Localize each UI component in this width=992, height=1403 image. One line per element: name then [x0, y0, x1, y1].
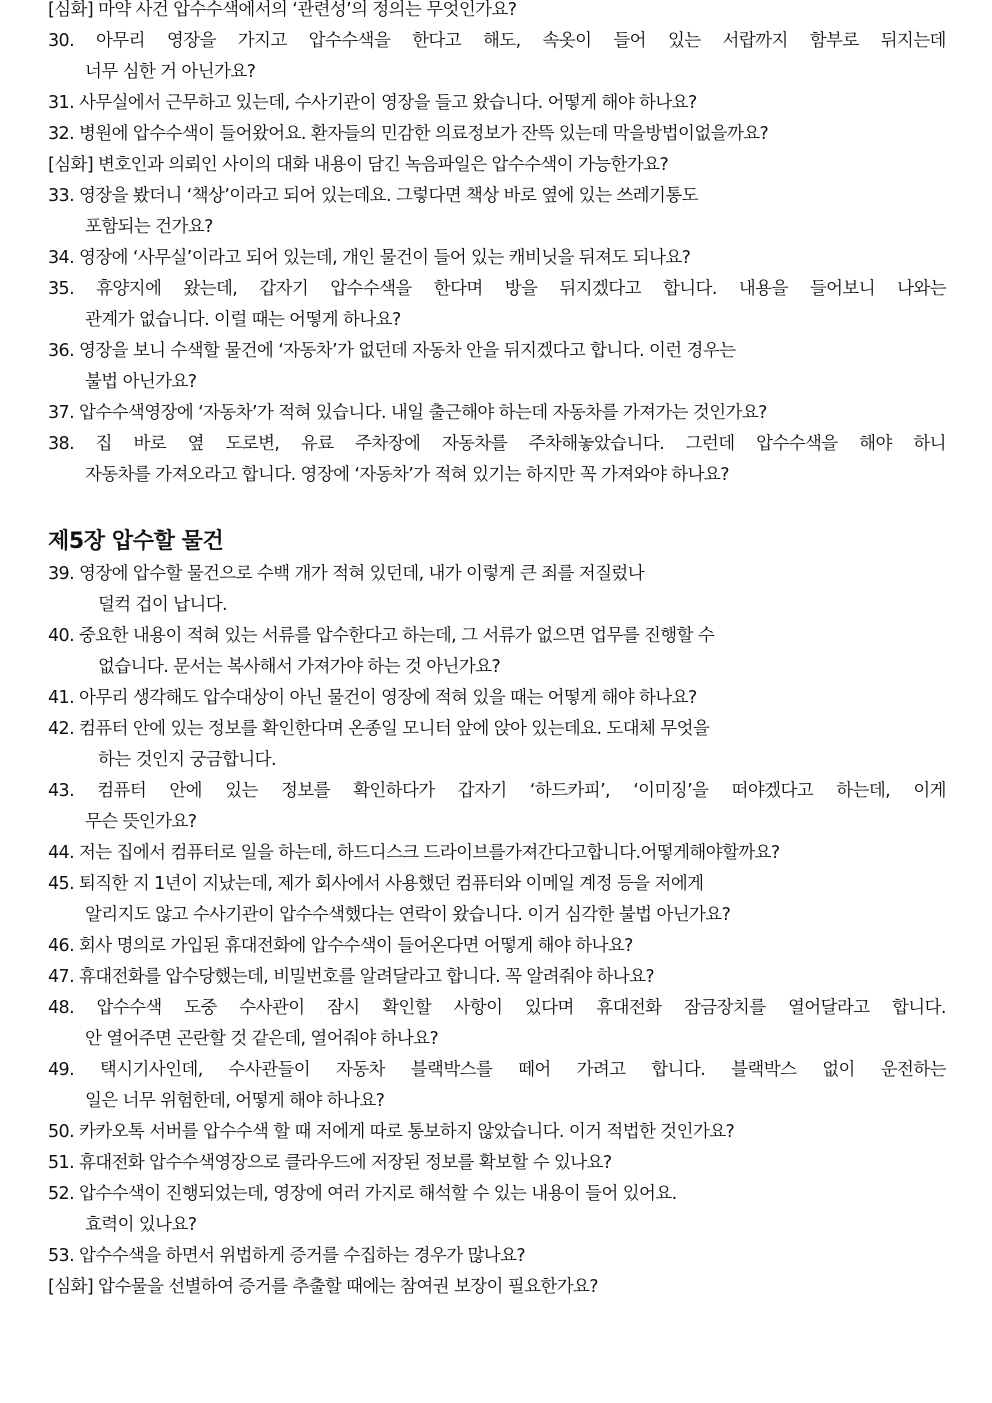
word: 자동차를 — [441, 434, 508, 454]
word: 떠야겠다고 — [731, 781, 814, 801]
word: 들어보니 — [809, 279, 876, 299]
word: 사항이 — [453, 998, 503, 1018]
q30-cont: 너무 심한 거 아닌가요? — [85, 62, 256, 82]
q35 — [48, 274, 946, 305]
word: 함부로 — [809, 31, 859, 51]
word: 정보를 — [280, 781, 330, 801]
q51: 51. 휴대전화 압수수색영장으로 클라우드에 저장된 정보를 확보할 수 있나요? — [48, 1153, 612, 1173]
q52-cont: 효력이 있나요? — [85, 1215, 197, 1235]
word: 있다며 — [524, 998, 574, 1018]
q30 — [48, 26, 946, 57]
q40-cont: 없습니다. 문서는 복사해서 가져가야 하는 것 아닌가요? — [98, 657, 501, 677]
chapter-title: 제5장 압수할 물건 — [48, 529, 224, 554]
word: 도중 — [184, 998, 217, 1018]
q38 — [48, 429, 946, 460]
word: 하니 — [913, 434, 946, 454]
word: 한다며 — [433, 279, 483, 299]
word: 합니다. — [891, 998, 946, 1018]
word: 그런데 — [685, 434, 735, 454]
word: 컴퓨터 — [97, 781, 147, 801]
word: 집 — [95, 434, 112, 454]
q46: 46. 회사 명의로 가입된 휴대전화에 압수수색이 들어온다면 어떻게 해야 하나요? — [48, 936, 633, 956]
word: 왔는데, — [183, 279, 238, 299]
word: 주차장에 — [355, 434, 421, 454]
q52: 52. 압수수색이 진행되었는데, 영장에 여러 가지로 해석할 수 있는 내용이 들어 있어요. — [48, 1184, 677, 1204]
word: 해야 — [859, 434, 892, 454]
q38-cont: 자동차를 가져오라고 합니다. 영장에 ‘자동차’가 적혀 있기는 하지만 꼭 가져와야 하나요? — [85, 465, 729, 485]
q47: 47. 휴대전화를 압수당했는데, 비밀번호를 알려달라고 합니다. 꼭 알려줘야 하나요? — [48, 967, 655, 987]
word: 확인하다가 — [353, 781, 435, 801]
word: 바로 — [133, 434, 167, 454]
word: 압수수색을 — [330, 279, 412, 299]
word: 갑자기 — [457, 781, 507, 801]
word: 가지고 — [237, 31, 287, 51]
word: 내용을 — [738, 279, 788, 299]
q45-cont: 알리지도 않고 수사기관이 압수수색했다는 연락이 왔습니다. 이거 심각한 불법 아닌가요? — [85, 905, 731, 925]
word: 압수수색을 — [756, 434, 838, 454]
q31: 31. 사무실에서 근무하고 있는데, 수사기관이 영장을 들고 왔습니다. 어떻게 해야 하나요? — [48, 93, 697, 113]
word: 압수수색 — [96, 998, 162, 1018]
word: 속옷이 — [542, 31, 592, 51]
word: 합니다. — [651, 1060, 706, 1080]
word: 있는 — [667, 31, 701, 51]
q35-cont: 관계가 없습니다. 이럴 때는 어떻게 하나요? — [85, 310, 401, 330]
word: 확인할 — [382, 998, 432, 1018]
word: 이게 — [913, 781, 946, 801]
word: 없이 — [822, 1060, 855, 1080]
q44: 44. 저는 집에서 컴퓨터로 일을 하는데, 하드디스크 드라이브를가져간다고합니다.어떻게해야할까요? — [48, 843, 780, 863]
word: 떼어 — [518, 1060, 551, 1080]
q39-cont: 덜컥 겁이 납니다. — [98, 595, 228, 615]
word: 잠시 — [327, 998, 360, 1018]
document-page — [48, 0, 946, 1303]
word: 뒤지는데 — [880, 31, 946, 51]
q39: 39. 영장에 압수할 물건으로 수백 개가 적혀 있던데, 내가 이렇게 큰 죄를 저질렀나 — [48, 564, 644, 584]
word: 잠금장치를 — [683, 998, 766, 1018]
q49 — [48, 1055, 946, 1086]
word: 해도, — [482, 31, 521, 51]
word: 열어달라고 — [787, 998, 870, 1018]
word: 들어 — [613, 31, 646, 51]
q32: 32. 병원에 압수수색이 들어왔어요. 환자들의 민감한 의료정보가 잔뜩 있는데 막을방법이없을까요? — [48, 124, 769, 144]
q43 — [48, 776, 946, 807]
word: 블랙박스 — [731, 1060, 797, 1080]
word: 블랙박스를 — [410, 1060, 493, 1080]
word: 방을 — [504, 279, 538, 299]
word: 주차해놓았습니다. — [528, 434, 665, 454]
word: 38. — [48, 434, 75, 454]
q-advanced-relevance: [심화] 마약 사건 압수수색에서의 ‘관련성’의 정의는 무엇인가요? — [48, 0, 517, 20]
q48 — [48, 993, 946, 1024]
word: 서랍까지 — [722, 31, 788, 51]
word: 하는데, — [836, 781, 891, 801]
word: 영장을 — [166, 31, 216, 51]
word: 자동차 — [335, 1060, 385, 1080]
q42-cont: 하는 것인지 궁금합니다. — [98, 750, 276, 770]
word: 수사관이 — [239, 998, 305, 1018]
word: 아무리 — [95, 31, 145, 51]
section-gap — [48, 491, 946, 522]
q34: 34. 영장에 ‘사무실’이라고 되어 있는데, 개인 물건이 들어 있는 캐비닛을 뒤져도 되나요? — [48, 248, 691, 268]
q53: 53. 압수수색을 하면서 위법하게 증거를 수집하는 경우가 많나요? — [48, 1246, 526, 1266]
word: 압수수색을 — [308, 31, 391, 51]
q45: 45. 퇴직한 지 1년이 지났는데, 제가 회사에서 사용했던 컴퓨터와 이메일 계정 등을 저에게 — [48, 874, 704, 894]
q33-cont: 포함되는 건가요? — [85, 217, 213, 237]
word: 도로변, — [225, 434, 280, 454]
q50: 50. 카카오톡 서버를 압수수색 할 때 저에게 따로 통보하지 않았습니다. 이거 적법한 것인가요? — [48, 1122, 735, 1142]
word: 택시기사인데, — [99, 1060, 203, 1080]
q-advanced-recording: [심화] 변호인과 의뢰인 사이의 대화 내용이 담긴 녹음파일은 압수수색이 가능한가요? — [48, 155, 669, 175]
word: 수사관들이 — [228, 1060, 311, 1080]
word: 나와는 — [897, 279, 946, 299]
q49-cont: 일은 너무 위험한데, 어떻게 해야 하나요? — [85, 1091, 385, 1111]
word: 30. — [48, 31, 75, 51]
q43-cont: 무슨 뜻인가요? — [85, 812, 197, 832]
q33: 33. 영장을 봤더니 ‘책상’이라고 되어 있는데요. 그렇다면 책상 바로 옆에 있는 쓰레기통도 — [48, 186, 698, 206]
q40: 40. 중요한 내용이 적혀 있는 서류를 압수한다고 하는데, 그 서류가 없으면 업무를 진행할 수 — [48, 626, 715, 646]
word: 있는 — [225, 781, 258, 801]
word: 유료 — [300, 434, 334, 454]
q-advanced-participation: [심화] 압수물을 선별하여 증거를 추출할 때에는 참여권 보장이 필요한가요? — [48, 1277, 598, 1297]
word: 갑자기 — [259, 279, 309, 299]
word: 안에 — [169, 781, 202, 801]
word: 옆 — [187, 434, 204, 454]
q48-cont: 안 열어주면 곤란할 것 같은데, 열어줘야 하나요? — [85, 1029, 439, 1049]
q37: 37. 압수수색영장에 ‘자동차’가 적혀 있습니다. 내일 출근해야 하는데 자동차를 가져가는 것인가요? — [48, 403, 767, 423]
word: 49. — [48, 1060, 75, 1080]
q41: 41. 아무리 생각해도 압수대상이 아닌 물건이 영장에 적혀 있을 때는 어떻게 해야 하나요? — [48, 688, 697, 708]
word: 43. — [48, 781, 75, 801]
word: 한다고 — [412, 31, 462, 51]
q36-cont: 불법 아닌가요? — [85, 372, 197, 392]
word: 휴양지에 — [96, 279, 162, 299]
word: 35. — [48, 279, 75, 299]
word: 휴대전화 — [596, 998, 662, 1018]
word: 가려고 — [576, 1060, 626, 1080]
word: 운전하는 — [880, 1060, 946, 1080]
word: 48. — [48, 998, 75, 1018]
word: 뒤지겠다고 — [559, 279, 641, 299]
q36: 36. 영장을 보니 수색할 물건에 ‘자동차’가 없던데 자동차 안을 뒤지겠다고 합니다. 이런 경우는 — [48, 341, 736, 361]
word: ‘이미징’을 — [633, 781, 709, 801]
q42: 42. 컴퓨터 안에 있는 정보를 확인한다며 온종일 모니터 앞에 앉아 있는데요. 도대체 무엇을 — [48, 719, 710, 739]
word: 합니다. — [662, 279, 717, 299]
word: ‘하드카피’, — [529, 781, 610, 801]
